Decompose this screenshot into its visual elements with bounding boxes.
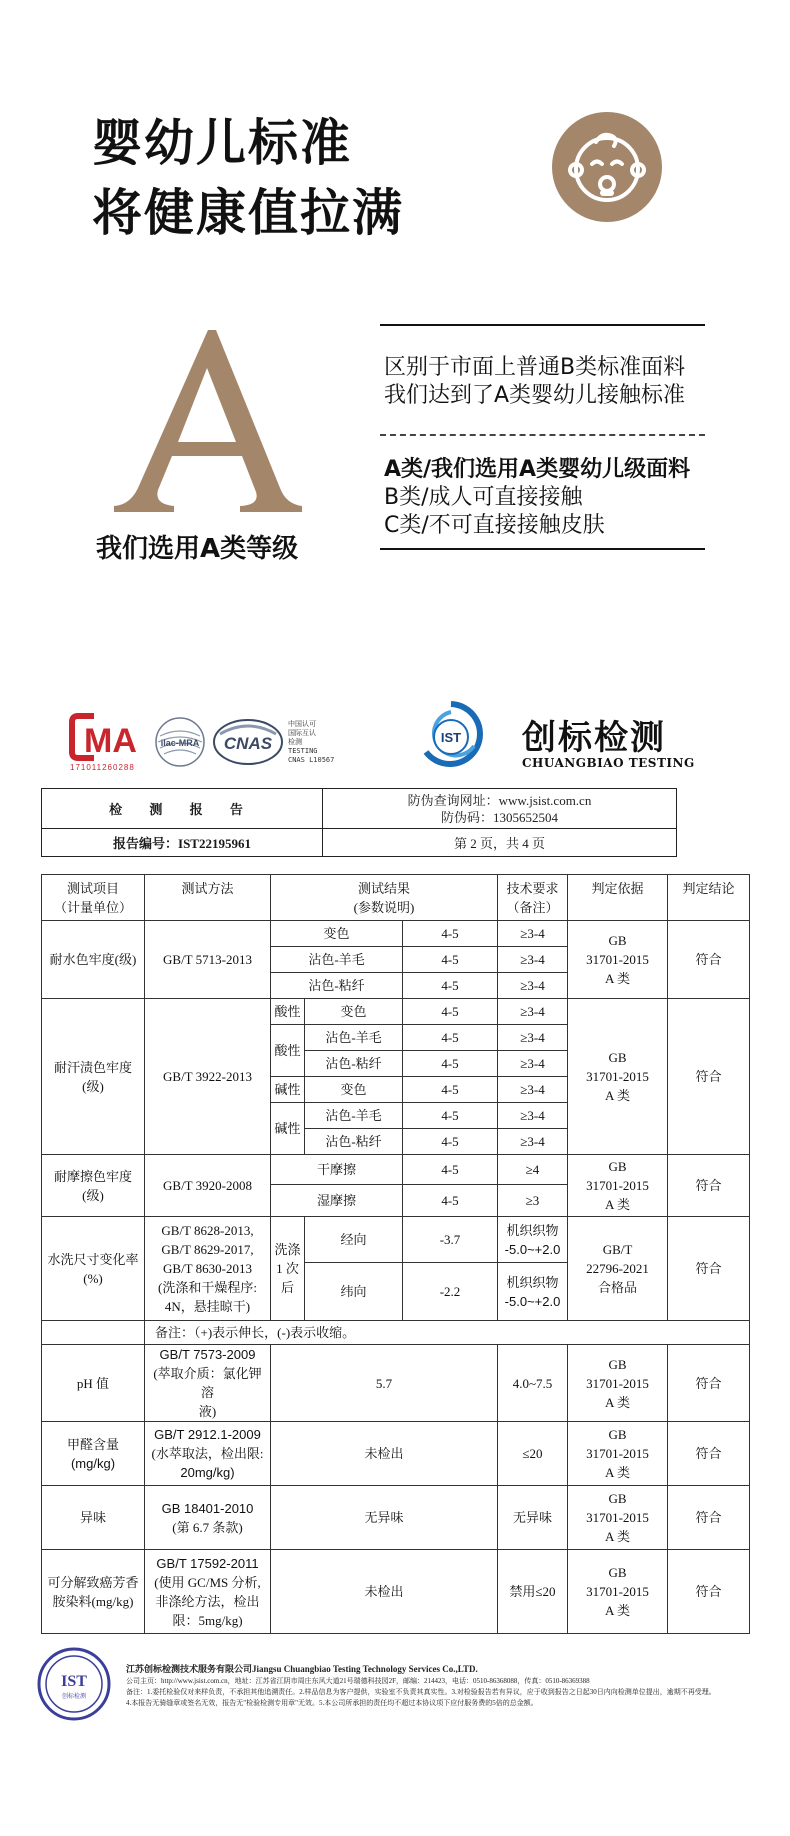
table-row	[42, 921, 750, 947]
grade-caption: 我们选用A类等级	[96, 534, 299, 564]
cma-number: 171011260288	[70, 763, 135, 772]
result-value: 4-5	[403, 1103, 498, 1129]
divider-top	[380, 324, 705, 326]
conclusion-water: 符合	[668, 921, 750, 999]
footer-line-3: 4.本报告无骑缝章或签名无效，报告无"检验检测专用章"无效。5.本公司所承担的责任均不超过本协议项下应付服务费的5倍的总金额。	[126, 1699, 538, 1707]
result-label: 变色	[305, 1077, 403, 1103]
conclusion-ph: 符合	[668, 1345, 750, 1422]
method-wash: GB/T 8628-2013, GB/T 8629-2017, GB/T 8630-2013 (洗涤和干燥程序: 4N，悬挂晾干)	[145, 1217, 271, 1321]
method-formaldehyde: GB/T 2912.1-2009 (水萃取法，检出限: 20mg/kg)	[145, 1422, 271, 1486]
cnas-text: CNAS	[223, 734, 273, 753]
requirement: ≥3	[498, 1185, 568, 1217]
footer-company: 江苏创标检测技术服务有限公司Jiangsu Chuangbiao Testing Technology Services Co.,LTD.	[126, 1664, 478, 1674]
result-label: 沾色-粘纤	[305, 1129, 403, 1155]
report-number: 报告编号：IST22195961	[42, 829, 323, 857]
result-value: -3.7	[403, 1217, 498, 1263]
requirement-formaldehyde: ≤20	[498, 1422, 568, 1486]
sweat-group: 酸性	[271, 1025, 305, 1077]
method-amine: GB/T 17592-2011 (使用 GC/MS 分析, 非涤纶方法，检出 限：5mg/kg)	[145, 1550, 271, 1634]
result-label: 沾色-羊毛	[305, 1025, 403, 1051]
method-sweat: GB/T 3922-2013	[145, 999, 271, 1155]
header-requirement: 技术要求 （备注）	[498, 875, 568, 921]
conclusion-amine: 符合	[668, 1550, 750, 1634]
requirement: ≥3-4	[498, 973, 568, 999]
item-water: 耐水色牢度(级)	[42, 921, 145, 999]
result-label: 沾色-粘纤	[305, 1051, 403, 1077]
method-water: GB/T 5713-2013	[145, 921, 271, 999]
header-basis: 判定依据	[568, 875, 668, 921]
ist-text: IST	[440, 730, 462, 745]
grade-a-letter	[108, 328, 308, 516]
basis-amine: GB 31701-2015 A 类	[568, 1550, 668, 1634]
baby-face-icon	[552, 112, 662, 222]
result-label: 沾色-羊毛	[271, 947, 403, 973]
result-label: 湿摩擦	[271, 1185, 403, 1217]
conclusion-wash: 符合	[668, 1217, 750, 1321]
requirement-amine: 禁用≤20	[498, 1550, 568, 1634]
basis-wash: GB/T 22796-2021 合格品	[568, 1217, 668, 1321]
basis-sweat: GB 31701-2015 A 类	[568, 999, 668, 1155]
requirement: ≥3-4	[498, 1077, 568, 1103]
cnas-line-1: 中国认可	[288, 720, 316, 728]
cnas-line-5: CNAS L10567	[288, 756, 335, 764]
requirement: 机织织物 -5.0~+2.0	[498, 1263, 568, 1321]
result-value: 4-5	[403, 921, 498, 947]
requirement: ≥3-4	[498, 947, 568, 973]
table-row	[42, 1321, 750, 1345]
divider-dashed	[380, 434, 705, 436]
basis-odor: GB 31701-2015 A 类	[568, 1486, 668, 1550]
cnas-logo	[212, 716, 284, 768]
item-ph: pH 值	[42, 1345, 145, 1422]
requirement-ph: 4.0~7.5	[498, 1345, 568, 1422]
hero-title	[92, 108, 404, 248]
header-item: 测试项目 （计量单位）	[42, 875, 145, 921]
result-value: -2.2	[403, 1263, 498, 1321]
conclusion-formaldehyde: 符合	[668, 1422, 750, 1486]
item-formaldehyde: 甲醛含量 (mg/kg)	[42, 1422, 145, 1486]
result-value: 4-5	[403, 1155, 498, 1185]
item-rub: 耐摩擦色牢度 (级)	[42, 1155, 145, 1217]
anti-fake-info	[323, 789, 677, 829]
conclusion-rub: 符合	[668, 1155, 750, 1217]
requirement-odor: 无异味	[498, 1486, 568, 1550]
ilac-mra-logo	[154, 716, 206, 768]
sweat-group: 碱性	[271, 1077, 305, 1103]
result-label: 沾色-粘纤	[271, 973, 403, 999]
report-page: 第 2 页，共 4 页	[323, 829, 677, 857]
anti-fake-url: 防伪查询网址：www.jsist.com.cn	[407, 792, 592, 808]
table-row	[42, 1422, 750, 1486]
basis-ph: GB 31701-2015 A 类	[568, 1345, 668, 1422]
cnas-line-4: TESTING	[288, 747, 318, 755]
table-row	[42, 1155, 750, 1185]
grade-desc-2: 我们达到了A类婴幼儿接触标准	[384, 383, 686, 408]
result-value: 4-5	[403, 1025, 498, 1051]
method-rub: GB/T 3920-2008	[145, 1155, 271, 1217]
ilac-text: ilac-MRA	[160, 738, 200, 748]
table-header-row	[42, 875, 750, 921]
result-value: 4-5	[403, 999, 498, 1025]
cnas-description	[288, 720, 334, 765]
hero-line-1: 婴幼儿标准	[92, 114, 352, 172]
wash-times: 洗涤 1 次 后	[271, 1217, 305, 1321]
result-label: 沾色-羊毛	[305, 1103, 403, 1129]
result-value: 4-5	[403, 1077, 498, 1103]
footer-info	[126, 1662, 766, 1709]
result-label: 变色	[271, 921, 403, 947]
header-method: 测试方法	[145, 875, 271, 921]
company-name-en: CHUANGBIAO TESTING	[522, 756, 695, 770]
cma-text: MA	[84, 722, 137, 760]
requirement: ≥3-4	[498, 1129, 568, 1155]
result-label: 变色	[305, 999, 403, 1025]
ist-seal-icon	[36, 1646, 112, 1722]
result-odor: 无异味	[271, 1486, 498, 1550]
sweat-group: 酸性	[271, 999, 305, 1025]
cnas-line-3: 检测	[288, 738, 302, 746]
hero-line-2: 将健康值拉满	[92, 184, 404, 242]
table-row	[42, 1217, 750, 1263]
method-ph: GB/T 7573-2009 (萃取介质：氯化钾溶 液)	[145, 1345, 271, 1422]
cma-logo	[66, 712, 148, 772]
item-sweat: 耐汗渍色牢度 (级)	[42, 999, 145, 1155]
conclusion-sweat: 符合	[668, 999, 750, 1155]
requirement: ≥3-4	[498, 1025, 568, 1051]
result-value: 4-5	[403, 947, 498, 973]
method-odor: GB 18401-2010 (第 6.7 条款)	[145, 1486, 271, 1550]
result-value: 4-5	[403, 1129, 498, 1155]
requirement: ≥3-4	[498, 1051, 568, 1077]
basis-formaldehyde: GB 31701-2015 A 类	[568, 1422, 668, 1486]
conclusion-odor: 符合	[668, 1486, 750, 1550]
divider-bottom	[380, 548, 705, 550]
table-row	[42, 1550, 750, 1634]
header-result: 测试结果 (参数说明)	[271, 875, 498, 921]
requirement: ≥3-4	[498, 1103, 568, 1129]
result-label: 纬向	[305, 1263, 403, 1321]
result-label: 经向	[305, 1217, 403, 1263]
seal-text: IST	[61, 1673, 87, 1690]
result-value: 4-5	[403, 973, 498, 999]
wash-note: 备注：（+)表示伸长，(-)表示收缩。	[145, 1321, 750, 1345]
item-odor: 异味	[42, 1486, 145, 1550]
grade-desc-1: 区别于市面上普通B类标准面料	[384, 355, 686, 380]
report-title: 检 测 报 告	[42, 789, 323, 829]
requirement: ≥4	[498, 1155, 568, 1185]
company-name-cn: 创标检测	[522, 718, 666, 758]
table-row	[42, 1345, 750, 1422]
table-row	[42, 999, 750, 1025]
requirement: 机织织物 -5.0~+2.0	[498, 1217, 568, 1263]
result-label: 干摩擦	[271, 1155, 403, 1185]
table-row	[42, 1486, 750, 1550]
result-ph: 5.7	[271, 1345, 498, 1422]
result-value: 4-5	[403, 1185, 498, 1217]
requirement: ≥3-4	[498, 921, 568, 947]
result-formaldehyde: 未检出	[271, 1422, 498, 1486]
requirement: ≥3-4	[498, 999, 568, 1025]
sweat-group: 碱性	[271, 1103, 305, 1155]
class-b-text: B类/成人可直接接触	[384, 485, 583, 510]
cnas-line-2: 国际互认	[288, 729, 316, 737]
class-c-text: C类/不可直接接触皮肤	[384, 513, 605, 538]
class-a-text: A类/我们选用A类婴幼儿级面料	[384, 457, 691, 482]
anti-fake-code: 防伪码：1305652504	[440, 809, 558, 825]
basis-water: GB 31701-2015 A 类	[568, 921, 668, 999]
seal-subtext: 创标检测	[61, 1693, 87, 1700]
item-amine: 可分解致癌芳香 胺染料(mg/kg)	[42, 1550, 145, 1634]
report-header	[41, 788, 677, 857]
item-wash: 水洗尺寸变化率 (%)	[42, 1217, 145, 1321]
test-results-table	[41, 874, 750, 1634]
ist-logo	[418, 700, 484, 770]
result-value: 4-5	[403, 1051, 498, 1077]
header-conclusion: 判定结论	[668, 875, 750, 921]
footer-line-1: 公司主页：http://www.jsist.com.cn，地址：江苏省江阴市周庄东风大道21号瑞德科技园2F，邮编：214423，电话：0510-86368088，传真：0510-86369388	[126, 1677, 590, 1685]
result-amine: 未检出	[271, 1550, 498, 1634]
footer-line-2: 备注：1.委托检验仅对来样负责，不承担其他追溯责任。2.样品信息为客户提供，实验室不负责其真实性。3.对检验报告若有异议，应于收到报告之日起30日内向检测单位提出，逾期不再受理。	[126, 1688, 716, 1696]
basis-rub: GB 31701-2015 A 类	[568, 1155, 668, 1217]
